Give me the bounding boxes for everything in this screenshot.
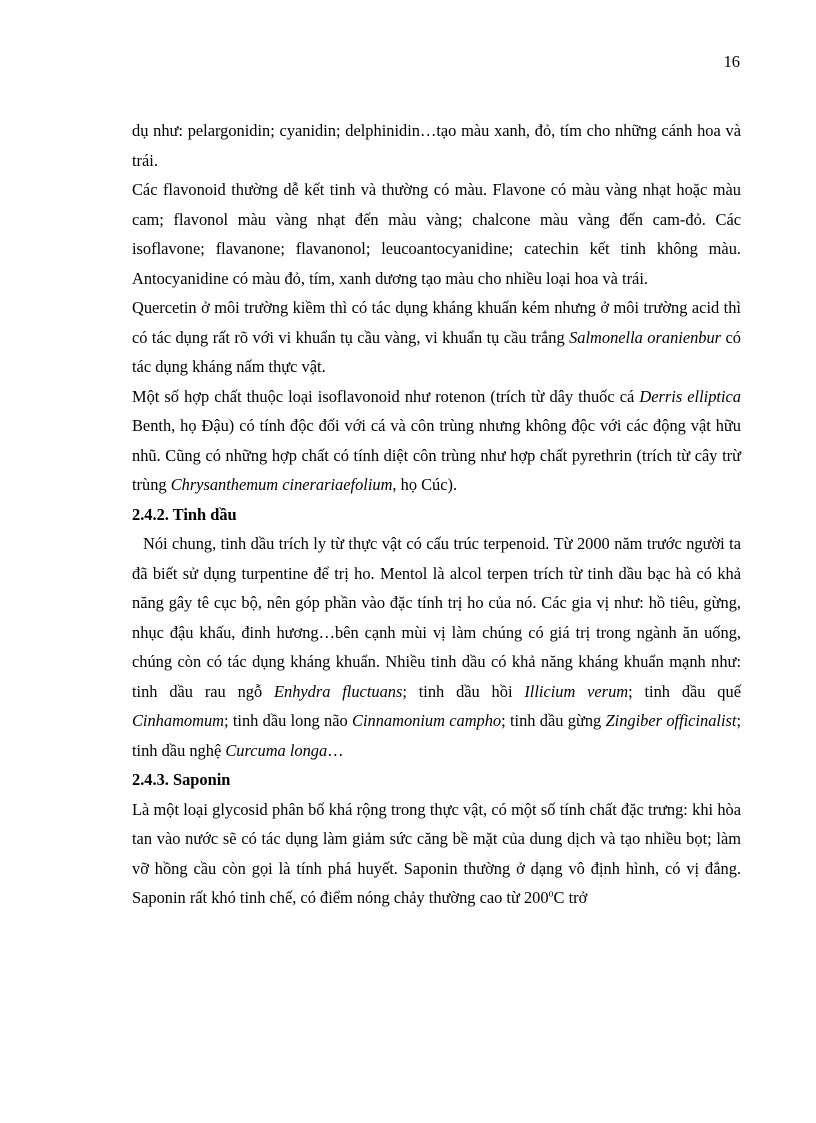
- species-name: Cinnamonium campho: [352, 711, 502, 730]
- paragraph-anthocyanin-continuation: dụ như: pelargonidin; cyanidin; delphinidin…tạo màu xanh, đỏ, tím cho những cánh hoa và trái.: [132, 121, 741, 170]
- species-name: Cinhamomum: [132, 711, 224, 730]
- paragraph-saponin: [132, 795, 741, 913]
- section-heading-saponin: 2.4.3. Saponin: [132, 770, 231, 789]
- text-run: có tác dụng kháng nấm thực vật.: [132, 327, 741, 376]
- species-name: Derris elliptica: [639, 386, 741, 406]
- species-name: Curcuma longa: [225, 740, 328, 760]
- text-run: ; tinh dầu hồi: [402, 681, 525, 701]
- text-run: C trở: [553, 888, 588, 907]
- species-name: Salmonella oranienbur: [569, 327, 722, 347]
- text-run: ; tinh dầu long não: [223, 711, 353, 730]
- text-run: ; tinh dầu quế: [628, 681, 741, 701]
- paragraph-essential-oils: [132, 529, 741, 765]
- text-run: Quercetin ở môi trường kiềm thì có tác dụng kháng khuẩn kém nhưng ở môi trường acid thì có tác dụng rất rõ với vi khuẩn tụ cầu vàng, vi khuẩn tụ cầu trắng: [132, 298, 741, 347]
- species-name: Chrysanthemum cinerariaefolium: [170, 475, 393, 494]
- text-run: Một số hợp chất thuộc loại isoflavonoid như rotenon (trích từ dây thuốc cá: [132, 386, 640, 406]
- species-name: Illicium verum: [524, 681, 629, 701]
- degree-superscript: o: [548, 888, 554, 900]
- text-run: Là một loại glycosid phân bố khá rộng trong thực vật, có một số tính chất đặc trưng: khi hòa tan vào nước sẽ có tác dụng làm giảm sức căng bề mặt của dung dịch và tạo nhiều bọt; làm vỡ hồng cầu còn gọi là tính phá huyết. Saponin thường ở dạng vô định hình, có vị đắng. Saponin rất khó tinh chế, có điểm nóng chảy thường cao từ 200: [132, 799, 741, 907]
- section-heading-essential-oils: 2.4.2. Tinh dầu: [132, 504, 237, 524]
- text-run: Nói chung, tinh dầu trích ly từ thực vật có cấu trúc terpenoid. Từ 2000 năm trước người ta đã biết sử dụng turpentine để trị ho. Mentol là alcol terpen trích từ tinh dầu bạc hà có khả năng gây tê cục bộ, nên góp phần vào đặc tính trị ho của nó. Các gia vị như: hồ tiêu, gừng, nhục đậu khấu, đinh hương…bên cạnh mùi vị làm chúng có giá trị trong ngành ăn uống, chúng còn có tác dụng kháng khuẩn. Nhiều tinh dầu có khả năng kháng khuẩn mạnh như: tinh dầu rau ngỗ: [132, 534, 741, 701]
- text-run: Benth, họ Đậu) có tính độc đối với cá và côn trùng nhưng không độc với các động vật hữu nhũ. Cũng có những hợp chất có tính diệt côn trùng như hợp chất pyrethrin (trích từ cây trừ trùng: [132, 416, 741, 494]
- paragraph-quercetin: [132, 293, 741, 382]
- text-run: …: [327, 740, 344, 760]
- paragraph-isoflavonoid: [132, 382, 741, 500]
- text-run: , họ Cúc).: [392, 475, 458, 494]
- document-body: [132, 116, 741, 913]
- page-number: 16: [723, 52, 740, 71]
- text-run: ; tinh dầu nghệ: [132, 711, 742, 760]
- paragraph-flavonoid-colors: Các flavonoid thường dễ kết tinh và thường có màu. Flavone có màu vàng nhạt hoặc màu cam; flavonol màu vàng nhạt đến màu vàng; chalcone màu vàng đến cam-đỏ. Các isoflavone; flavanone; flavanonol; leucoantocyanidine; catechin kết tinh không màu. Antocyanidine có màu đỏ, tím, xanh dương tạo màu cho nhiều loại hoa và trái.: [132, 180, 741, 288]
- species-name: Zingiber officinalist: [605, 711, 737, 730]
- species-name: Enhydra fluctuans: [273, 681, 403, 701]
- text-run: ; tinh dầu gừng: [501, 711, 606, 730]
